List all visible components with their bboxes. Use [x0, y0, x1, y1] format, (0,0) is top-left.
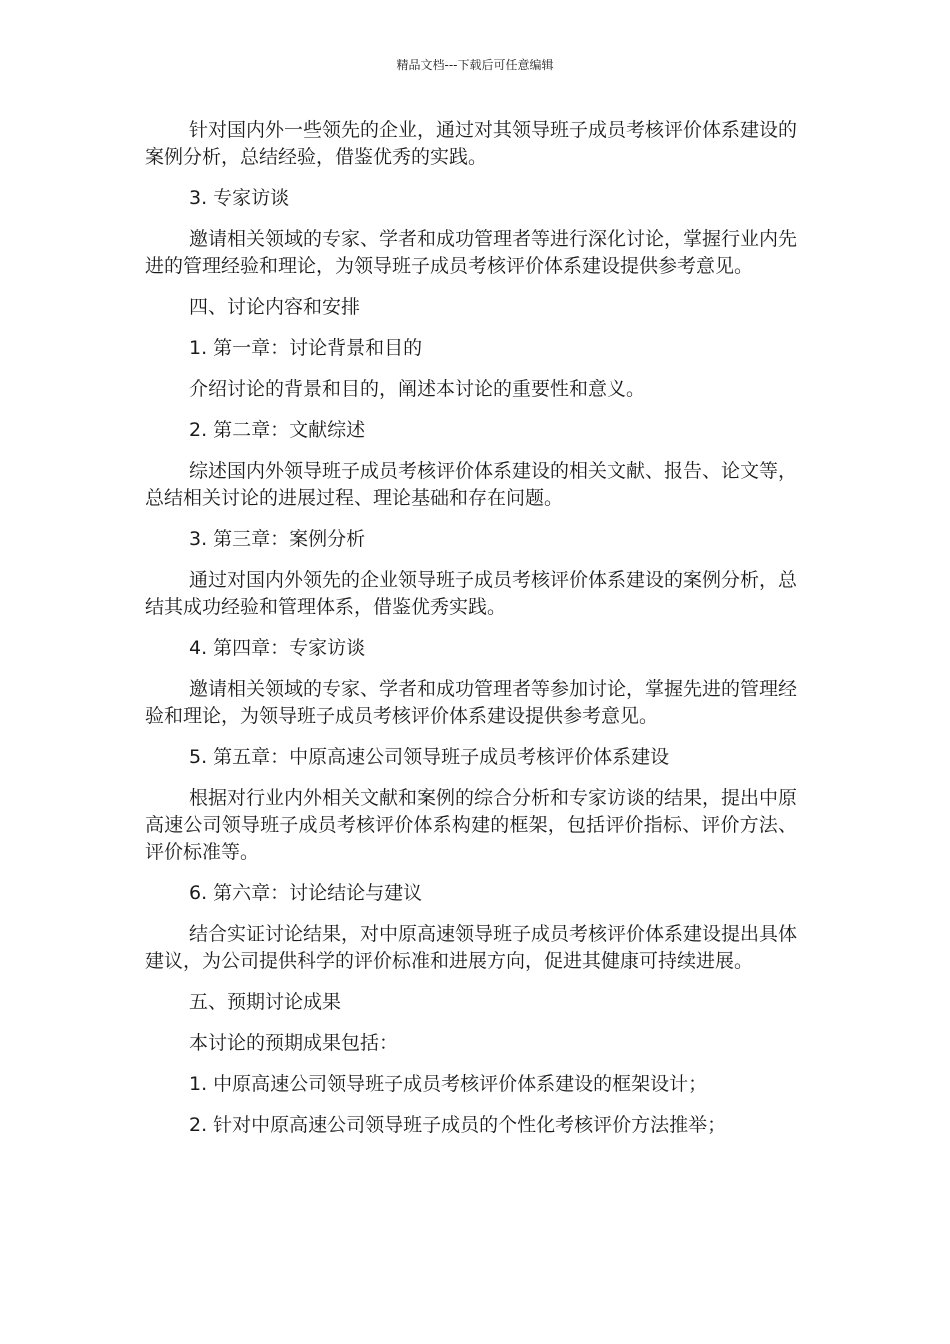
chapter-2-text: 综述国内外领导班子成员考核评价体系建设的相关文献、报告、论文等，总结相关讨论的进展过程、理论基础和存在问题。 [145, 460, 798, 509]
chapter-2-heading: 2. 第二章：文献综述 [189, 419, 366, 441]
chapter-4-text: 邀请相关领域的专家、学者和成功管理者等参加讨论，掌握先进的管理经验和理论，为领导班子成员考核评价体系建设提供参考意见。 [145, 678, 798, 727]
chapter-3-text: 通过对国内外领先的企业领导班子成员考核评价体系建设的案例分析，总结其成功经验和管理体系，借鉴优秀实践。 [145, 569, 798, 618]
paragraph-case-study-intro: 针对国内外一些领先的企业，通过对其领导班子成员考核评价体系建设的案例分析，总结经验，借鉴优秀的实践。 [145, 119, 798, 168]
chapter-6-text: 结合实证讨论结果，对中原高速领导班子成员考核评价体系建设提出具体建议，为公司提供科学的评价标准和进展方向，促进其健康可持续进展。 [145, 923, 798, 972]
chapter-1-text: 介绍讨论的背景和目的，阐述本讨论的重要性和意义。 [189, 378, 646, 400]
chapter-3-heading: 3. 第三章：案例分析 [189, 528, 366, 550]
paragraph-expert-interview: 邀请相关领域的专家、学者和成功管理者等进行深化讨论，掌握行业内先进的管理经验和理论，为领导班子成员考核评价体系建设提供参考意见。 [145, 228, 798, 277]
section-heading-content-arrangement: 四、讨论内容和安排 [189, 296, 361, 318]
expected-result-item-1: 1. 中原高速公司领导班子成员考核评价体系建设的框架设计； [189, 1073, 708, 1095]
chapter-4-heading: 4. 第四章：专家访谈 [189, 637, 366, 659]
expected-result-item-2: 2. 针对中原高速公司领导班子成员的个性化考核评价方法推举； [189, 1114, 727, 1136]
document-body [145, 117, 797, 1153]
chapter-1-heading: 1. 第一章：讨论背景和目的 [189, 337, 423, 359]
page-header: 精品文档---下载后可任意编辑 [396, 58, 554, 72]
chapter-5-text: 根据对行业内外相关文献和案例的综合分析和专家访谈的结果，提出中原高速公司领导班子成员考核评价体系构建的框架，包括评价指标、评价方法、评价标准等。 [145, 787, 798, 863]
chapter-5-heading: 5. 第五章：中原高速公司领导班子成员考核评价体系建设 [189, 746, 670, 768]
expected-results-intro: 本讨论的预期成果包括： [189, 1032, 399, 1054]
section-heading-expected-results: 五、预期讨论成果 [189, 991, 342, 1013]
chapter-6-heading: 6. 第六章：讨论结论与建议 [189, 882, 423, 904]
heading-expert-interview: 3. 专家访谈 [189, 187, 290, 209]
